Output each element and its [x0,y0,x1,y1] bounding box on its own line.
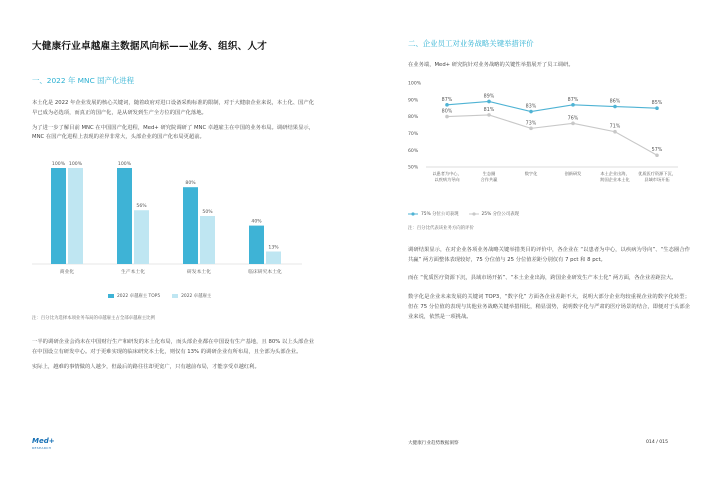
series-point [487,113,491,117]
y-tick-label: 90% [408,98,419,104]
bar-value-label: 13% [268,245,279,251]
paragraph-strategy-intro: 在业务端，Med+ 研究院针对业务战略的关键性举措展开了员工调研。 [408,62,574,68]
paragraph-strategy-gap: 而在 “优质医疗资源下沉，县域市场开拓”、“本土企业出海，跨国企业研发生产本土化” 两方面，各企业差距拉大。 [408,275,677,282]
point-value-label: 85% [651,100,663,106]
legend-swatch-all [172,294,178,298]
x-category-label: 本土企业出海，跨国企业本土化 [600,170,630,182]
bar-value-label: 100% [117,162,132,168]
point-value-label: 71% [609,124,621,130]
series-line-75 [447,101,657,111]
y-tick-label: 70% [408,131,419,137]
localization-bar-chart [32,154,314,294]
legend-marker-25 [469,212,479,216]
series-point [445,103,449,107]
line-chart-note: 注：百分比代表该业务方向的评价 [408,225,474,231]
bar-category-label: 临床研究本土化 [248,270,282,276]
bar-all [200,216,215,264]
legend-label-75: 75% 分位公司表现 [421,211,459,217]
bar-value-label: 80% [185,181,196,187]
series-point [571,121,575,125]
series-point [529,126,533,130]
footer-report-title: 大健康行业趋势数据洞察 [408,441,459,446]
series-point [571,103,575,107]
right-column [408,38,690,323]
legend-marker-75 [408,212,418,216]
point-value-label: 87% [567,97,579,103]
series-point [655,153,659,157]
paragraph-survey-scope: 为了进一步了解目前 MNC 在中国国产化进程，Med+ 研究院调研了 MNC 卓越雇主在中国的业务布局。调研结果显示，MNC 在国产化进程上表现的差异非常大，头部企业的国产化布局更超前。 [32,124,314,141]
paragraph-localization-findings: 一半的调研企业会尚未在中国财行生产和研发的本土化布局，而头部企业都在中国设有生产基地，且 80% 以上头部企业在中国设立有研发中心。对于更难实现的临床研究本土化，则仅有 13% 的调研企业有所布局，且全部为头部企业。 [32,339,314,355]
bar-value-label: 100% [51,162,66,168]
series-point [613,105,617,109]
series-point [655,106,659,110]
point-value-label: 80% [441,109,453,115]
paragraph-localization-conclusion: 实际上，越难的事情做的人越少，但最后的路往往却更宽广，只有越前布局，才能享受卓越红利。 [32,363,260,370]
series-point [613,130,617,134]
bar-all [68,168,83,264]
paragraph-localization-intro: 本土化是 2022 年企业发展的核心关键词，随着政府对进口设备采购标准的限制，对于大健康企业来说，本土化、国产化早已成为必选项，而真正的国产化，是从研发到生产全方位的国产化落地。 [32,100,314,116]
point-value-label: 57% [651,148,663,154]
page-number: 014 / 015 [646,440,669,445]
bar-all [134,210,149,264]
series-point [487,99,491,103]
strategy-line-chart [408,77,690,207]
legend-swatch-top5 [108,294,114,298]
section-title-localization: 一、2022 年 MNC 国产化进程 [32,76,135,85]
paragraph-strategy-findings: 调研结果显示，在对企业各项业务战略关键举措类目的评价中，各企业在 “以患者为中心，以疾病为导向”、“生态圈合作共赢” 两方面整体表现较好，75 分位值与 25 分位值差距分别仅有 7 pct 和 8 pct。 [408,246,690,263]
point-value-label: 83% [525,104,537,110]
bar-chart-note: 注：百分比为选择本项业务布局的卓越雇主占全部卓越雇主比例 [32,316,155,322]
bar-value-label: 100% [68,162,83,168]
point-value-label: 81% [483,107,495,113]
page-title: 大健康行业卓越雇主数据风向标——业务、组织、人才 [32,41,268,52]
bar-all [266,252,281,264]
legend-label-all: 2022 卓越雇主 [181,294,212,300]
bar-value-label: 40% [251,219,262,225]
bar-category-label: 研发本土化 [187,270,211,276]
bar-top5 [249,226,264,264]
bar-top5 [183,187,198,264]
x-category-label: 数字化 [524,170,538,176]
point-value-label: 89% [483,94,495,100]
series-line-25 [447,115,657,155]
y-tick-label: 80% [408,114,419,120]
line-chart-legend [408,211,690,217]
point-value-label: 87% [441,97,453,103]
x-category-label: 优质医疗资源下沉，县域市场开拓 [638,170,676,182]
med-plus-logo-sub: RESEARCH [32,446,52,450]
legend-label-top5: 2022 卓越雇主 TOP5 [117,294,161,300]
bar-chart-legend [108,293,314,299]
point-value-label: 86% [609,99,621,105]
y-tick-label: 100% [408,81,422,87]
x-category-label: 生态圈合作共赢 [480,170,498,182]
bar-category-label: 生产本土化 [121,270,145,276]
paragraph-strategy-digital: 数字化是企业未来发展的关键词 TOP3，“数字化” 方面各企业差距不大，说明大部分企业均较重视企业的数字化转型；但在 75 分位值的表现与其他业务战略关键举措相比，稍显弱势，说明数字化与严肃的医疗场景的结合，即便对于头部企业来说，依然是一项挑战。 [408,294,690,320]
y-tick-label: 50% [408,165,419,171]
x-category-label: 创新研发 [564,170,582,176]
bar-top5 [117,168,132,264]
bar-top5 [51,168,66,264]
y-tick-label: 60% [408,148,419,154]
med-plus-logo: Med+ [32,437,55,445]
left-column [32,38,314,373]
series-point [529,110,533,114]
section-title-strategy: 二、企业员工对业务战略关键举措评价 [408,39,534,48]
bar-value-label: 56% [136,204,147,210]
point-value-label: 76% [567,116,579,122]
bar-category-label: 商业化 [59,270,75,276]
point-value-label: 73% [525,121,537,127]
legend-label-25: 25% 分位公司表现 [481,211,519,217]
x-category-label: 以患者为中心，以疾病为导向 [432,170,462,182]
series-point [445,115,449,119]
bar-value-label: 50% [202,210,213,216]
